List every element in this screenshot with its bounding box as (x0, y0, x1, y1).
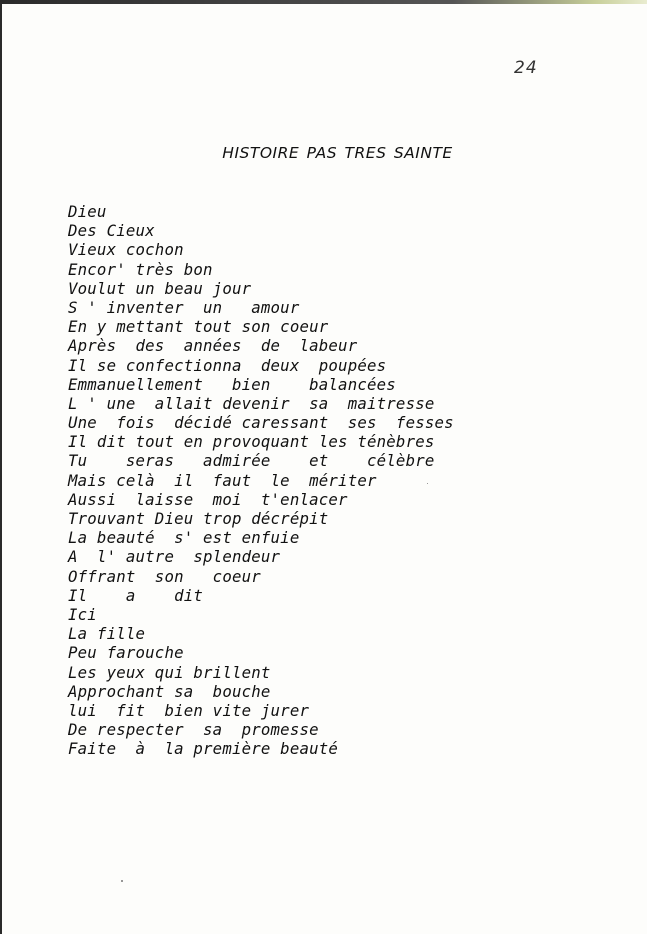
poem-line: Il dit tout en provoquant les ténèbres (68, 432, 435, 452)
poem-line: Aussi laisse moi t'enlacer (68, 489, 348, 509)
poem-line: Encor' très bon (68, 259, 213, 279)
page-number: 24 (514, 58, 538, 78)
poem-line: Offrant son coeur (68, 566, 261, 586)
poem-line: Il se confectionna deux poupées (68, 355, 387, 375)
page-top-edge (0, 0, 647, 4)
poem-line: Des Cieux (68, 221, 155, 241)
poem-line: Tu seras admirée et célèbre (68, 451, 435, 471)
poem-line: L ' une allait devenir sa maitresse (68, 393, 435, 413)
poem-line: Approchant sa bouche (68, 681, 271, 701)
poem-line: Peu farouche (68, 643, 184, 663)
poem-line: De respecter sa promesse (68, 720, 319, 740)
poem-line: Dieu (68, 202, 107, 221)
poem-line: La fille (68, 624, 146, 644)
poem-line: lui fit bien vite jurer (68, 700, 310, 720)
poem-line: S ' inventer un amour (68, 297, 300, 317)
poem-line: Emmanuellement bien balancées (68, 374, 396, 394)
poem-line: Les yeux qui brillent (68, 662, 271, 682)
scan-speck (427, 483, 428, 484)
poem-line: Faite à la première beauté (68, 739, 339, 759)
poem-title: HISTOIRE PAS TRES SAINTE (222, 144, 453, 162)
poem-line: Trouvant Dieu trop décrépit (68, 509, 329, 528)
poem-body (68, 202, 508, 758)
poem-line: Vieux cochon (68, 240, 184, 260)
poem-line: Une fois décidé caressant ses fesses (68, 413, 454, 433)
poem-line: A l' autre splendeur (68, 547, 281, 567)
poem-line: La beauté s' est enfuie (68, 528, 300, 548)
poem-line: Ici (68, 604, 97, 624)
page-left-edge (0, 0, 2, 934)
poem-line: Après des années de labeur (68, 336, 358, 356)
poem-line: En y mettant tout son coeur (68, 317, 329, 337)
poem-line: Il a dit (68, 585, 204, 605)
poem-line: Mais celà il faut le mériter (68, 470, 377, 490)
poem-line: Voulut un beau jour (68, 278, 252, 298)
scan-speck (121, 880, 123, 882)
